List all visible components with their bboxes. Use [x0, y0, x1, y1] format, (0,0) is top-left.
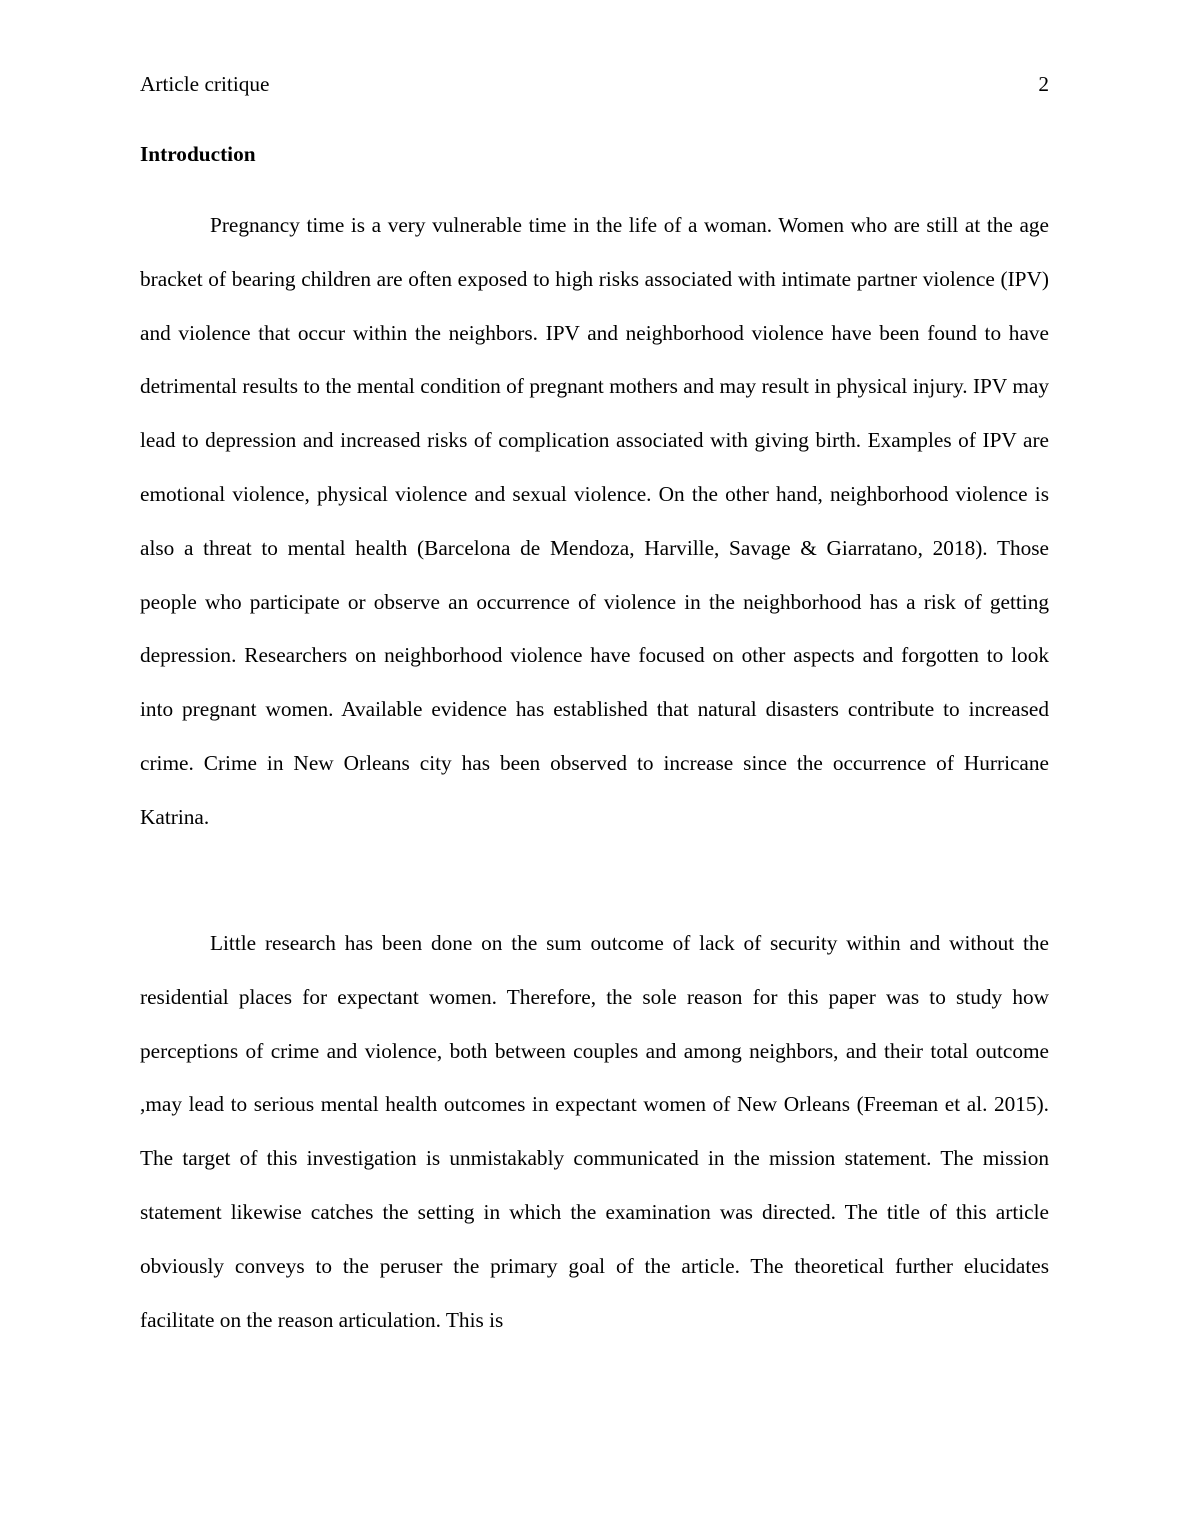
paragraph-1: Pregnancy time is a very vulnerable time in the life of a woman. Women who are still at the age bracket of bearing children are often exposed to high risks associated with intimate partner violence (IPV) and violence that occur within the neighbors. IPV and neighborhood violence have been found to have detrimental results to the mental condition of pregnant mothers and may result in physical injury. IPV may lead to depression and increased risks of complication associated with giving birth. Examples of IPV are emotional violence, physical violence and sexual violence. On the other hand, neighborhood violence is also a threat to mental health (Barcelona de Mendoza, Harville, Savage & Giarratano, 2018). Those people who participate or observe an occurrence of violence in the neighborhood has a risk of getting depression. Researchers on neighborhood violence have focused on other aspects and forgotten to look into pregnant women. Available evidence has established that natural disasters contribute to increased crime. Crime in New Orleans city has been observed to increase since the occurrence of Hurricane Katrina.: [140, 213, 1049, 829]
running-head: Article critique: [140, 72, 270, 96]
paragraph-2: Little research has been done on the sum outcome of lack of security within and without the residential places for expectant women. Therefore, the sole reason for this paper was to study how perceptions of crime and violence, both between couples and among neighbors, and their total outcome ,may lead to serious mental health outcomes in expectant women of New Orleans (Freeman et al. 2015). The target of this investigation is unmistakably communicated in the mission statement. The mission statement likewise catches the setting in which the examination was directed. The title of this article obviously conveys to the peruser the primary goal of the article. The theoretical further elucidates facilitate on the reason articulation. This is: [140, 931, 1049, 1332]
section-heading: Introduction: [140, 142, 256, 166]
page-number: 2: [1038, 72, 1049, 96]
page-header: [140, 70, 1049, 98]
